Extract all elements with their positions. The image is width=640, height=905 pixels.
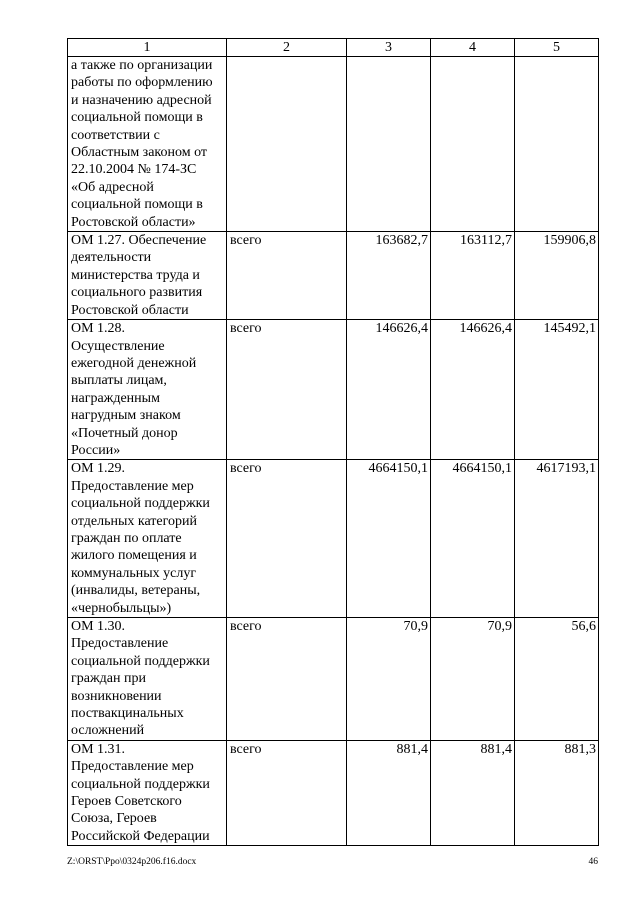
row-value-4: 881,4 (431, 740, 515, 845)
table-row (68, 618, 599, 741)
row-value-4 (431, 57, 515, 232)
col-header-4: 4 (431, 39, 515, 57)
row-value-3 (347, 57, 431, 232)
row-value-4: 146626,4 (431, 320, 515, 460)
col-header-2: 2 (227, 39, 347, 57)
table-row (68, 57, 599, 232)
row-name: ОМ 1.28. Осуществление ежегодной денежной выплаты лицам, награжденным нагрудным знаком «Почетный донор России» (68, 320, 227, 460)
row-name: ОМ 1.31. Предоставление мер социальной поддержки Героев Советского Союза, Героев Российской Федерации (68, 740, 227, 845)
row-name: ОМ 1.29. Предоставление мер социальной поддержки отдельных категорий граждан по оплате жилого помещения и коммунальных услуг (инвалиды, ветераны, «чернобыльцы») (68, 460, 227, 618)
row-value-4: 70,9 (431, 618, 515, 741)
row-type (227, 57, 347, 232)
row-value-3: 70,9 (347, 618, 431, 741)
row-value-5 (515, 57, 599, 232)
file-path: Z:\ORST\Ppo\0324p206.f16.docx (67, 857, 197, 867)
table-row (68, 320, 599, 460)
row-name: а также по организации работы по оформлению и назначению адресной социальной помощи в соответствии с Областным законом от 22.10.2004 № 174-ЗС «Об адресной социальной помощи в Ростовской области» (68, 57, 227, 232)
row-type: всего (227, 618, 347, 741)
row-value-5: 4617193,1 (515, 460, 599, 618)
row-value-5: 56,6 (515, 618, 599, 741)
row-value-3: 881,4 (347, 740, 431, 845)
row-name: ОМ 1.30. Предоставление социальной поддержки граждан при возникновении поствакцинальных осложнений (68, 618, 227, 741)
row-type: всего (227, 460, 347, 618)
table-row (68, 740, 599, 845)
budget-table (67, 38, 599, 846)
row-value-3: 163682,7 (347, 232, 431, 320)
row-type: всего (227, 232, 347, 320)
row-type: всего (227, 740, 347, 845)
row-value-3: 4664150,1 (347, 460, 431, 618)
col-header-3: 3 (347, 39, 431, 57)
row-type: всего (227, 320, 347, 460)
table-row (68, 460, 599, 618)
row-value-4: 163112,7 (431, 232, 515, 320)
row-value-4: 4664150,1 (431, 460, 515, 618)
row-name: ОМ 1.27. Обеспечение деятельности министерства труда и социального развития Ростовской области (68, 232, 227, 320)
row-value-3: 146626,4 (347, 320, 431, 460)
row-value-5: 881,3 (515, 740, 599, 845)
row-value-5: 159906,8 (515, 232, 599, 320)
header-row (68, 39, 599, 57)
col-header-5: 5 (515, 39, 599, 57)
table-row (68, 232, 599, 320)
row-value-5: 145492,1 (515, 320, 599, 460)
page-number: 46 (588, 857, 598, 867)
col-header-1: 1 (68, 39, 227, 57)
